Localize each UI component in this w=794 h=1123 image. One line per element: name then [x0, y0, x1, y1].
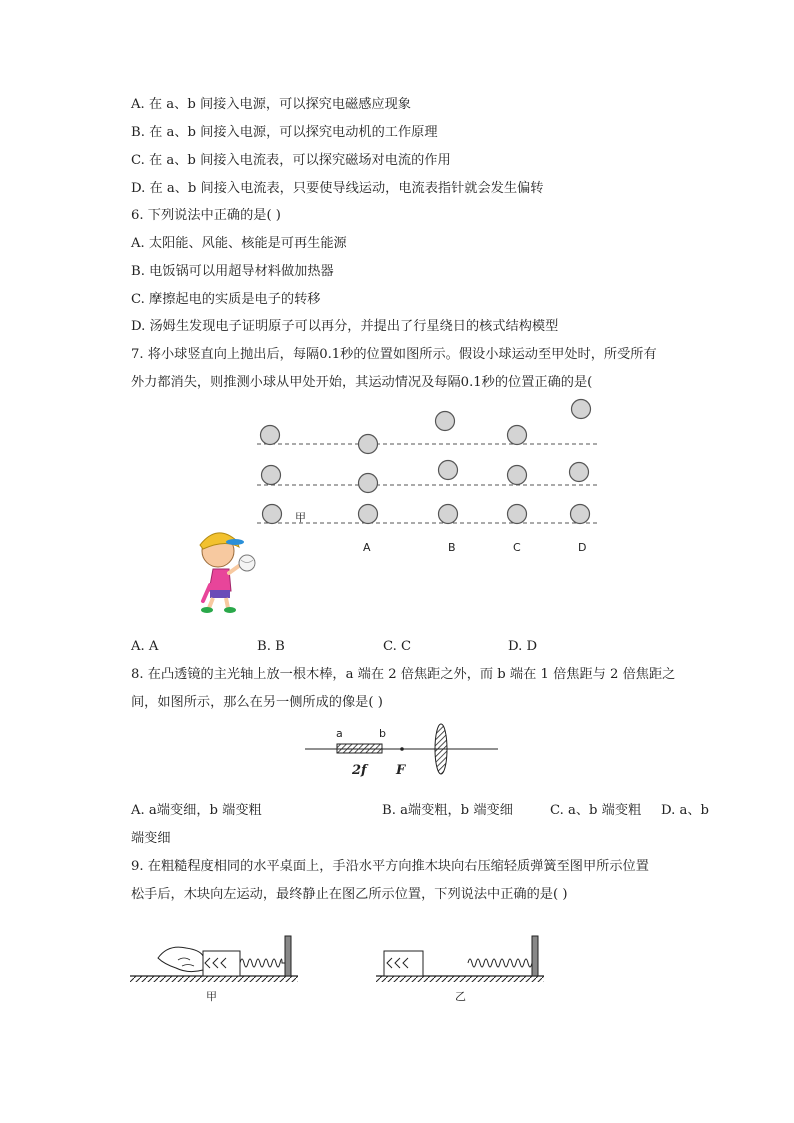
q7-option-d: D. D	[508, 639, 538, 654]
ball	[508, 426, 527, 445]
q8-stem-line2: 间，如图所示，那么在另一侧所成的像是( )	[131, 695, 383, 710]
q7-stem-line1: 7. 将小球竖直向上抛出后，每隔0.1秒的位置如图所示。假设小球运动至甲处时，所受所有	[131, 347, 657, 362]
q6-option-c: C. 摩擦起电的实质是电子的转移	[131, 292, 321, 307]
ball	[359, 505, 378, 524]
ball	[570, 463, 589, 482]
q7-option-b: B. B	[257, 639, 285, 654]
q9-spring-figure	[128, 930, 553, 1010]
label-jia: 甲	[206, 990, 217, 1003]
ball	[436, 412, 455, 431]
ball	[572, 400, 591, 419]
q7-option-c: C. C	[383, 639, 412, 654]
q8-lens-figure	[300, 722, 505, 778]
child-illustration	[200, 533, 255, 613]
ball	[261, 426, 280, 445]
spring-relaxed	[468, 959, 532, 967]
figure-yi	[376, 936, 544, 1003]
q7-stem-line2: 外力都消失，则推测小球从甲处开始，其运动情况及每隔0.1秒的位置正确的是(	[131, 375, 593, 390]
ball	[508, 466, 527, 485]
q8-option-b: B. a端变粗，b 端变细	[382, 803, 513, 818]
q9-stem-line2: 松手后，木块向左运动，最终静止在图乙所示位置，下列说法中正确的是( )	[131, 887, 568, 902]
q9-stem-line1: 9. 在粗糙程度相同的水平桌面上，手沿水平方向推木块向右压缩轻质弹簧至图甲所示位置	[131, 859, 649, 874]
ball	[508, 505, 527, 524]
label-yi: 乙	[455, 990, 466, 1003]
ball	[439, 461, 458, 480]
ball	[359, 474, 378, 493]
ball	[263, 505, 282, 524]
figure-jia	[130, 936, 298, 1003]
wall	[285, 936, 291, 976]
q5-option-c: C. 在 a、b 间接入电流表，可以探究磁场对电流的作用	[131, 153, 451, 168]
label-col-a: A	[363, 541, 371, 554]
wall	[532, 936, 538, 976]
q6-option-d: D. 汤姆生发现电子证明原子可以再分，并提出了行星绕日的核式结构模型	[131, 319, 559, 334]
label-col-d: D	[578, 541, 587, 554]
label-jia: 甲	[295, 511, 306, 524]
convex-lens	[435, 724, 447, 774]
q7-ball-figure	[195, 395, 610, 620]
ball	[262, 466, 281, 485]
q5-option-b: B. 在 a、b 间接入电源，可以探究电动机的工作原理	[131, 125, 438, 140]
wooden-rod	[337, 744, 382, 753]
q8-option-c: C. a、b 端变粗	[550, 803, 642, 818]
q5-option-d: D. 在 a、b 间接入电流表，只要使导线运动，电流表指针就会发生偏转	[131, 181, 544, 196]
q7-option-a: A. A	[131, 639, 159, 654]
q5-option-a: A. 在 a、b 间接入电源，可以探究电磁感应现象	[131, 97, 411, 112]
focal-point	[400, 747, 404, 751]
q8-option-a: A. a端变细，b 端变粗	[131, 803, 262, 818]
q8-option-d-wrap: 端变细	[131, 831, 171, 846]
spring-compressed	[240, 959, 285, 967]
label-b: b	[379, 727, 386, 740]
ball	[359, 435, 378, 454]
label-col-c: C	[513, 541, 521, 554]
label-a: a	[336, 727, 343, 740]
ball	[439, 505, 458, 524]
q6-option-b: B. 电饭锅可以用超导材料做加热器	[131, 264, 334, 279]
label-col-b: B	[448, 541, 456, 554]
hand	[158, 947, 203, 971]
label-2f: 2f	[352, 763, 367, 778]
q6-stem: 6. 下列说法中正确的是( )	[131, 208, 281, 223]
q6-option-a: A. 太阳能、风能、核能是可再生能源	[131, 236, 347, 251]
q8-option-d: D. a、b	[661, 803, 709, 818]
q8-stem-line1: 8. 在凸透镜的主光轴上放一根木棒，a 端在 2 倍焦距之外，而 b 端在 1 倍焦距与 2 倍焦距之	[131, 667, 676, 682]
label-F: F	[396, 763, 406, 778]
ball	[571, 505, 590, 524]
